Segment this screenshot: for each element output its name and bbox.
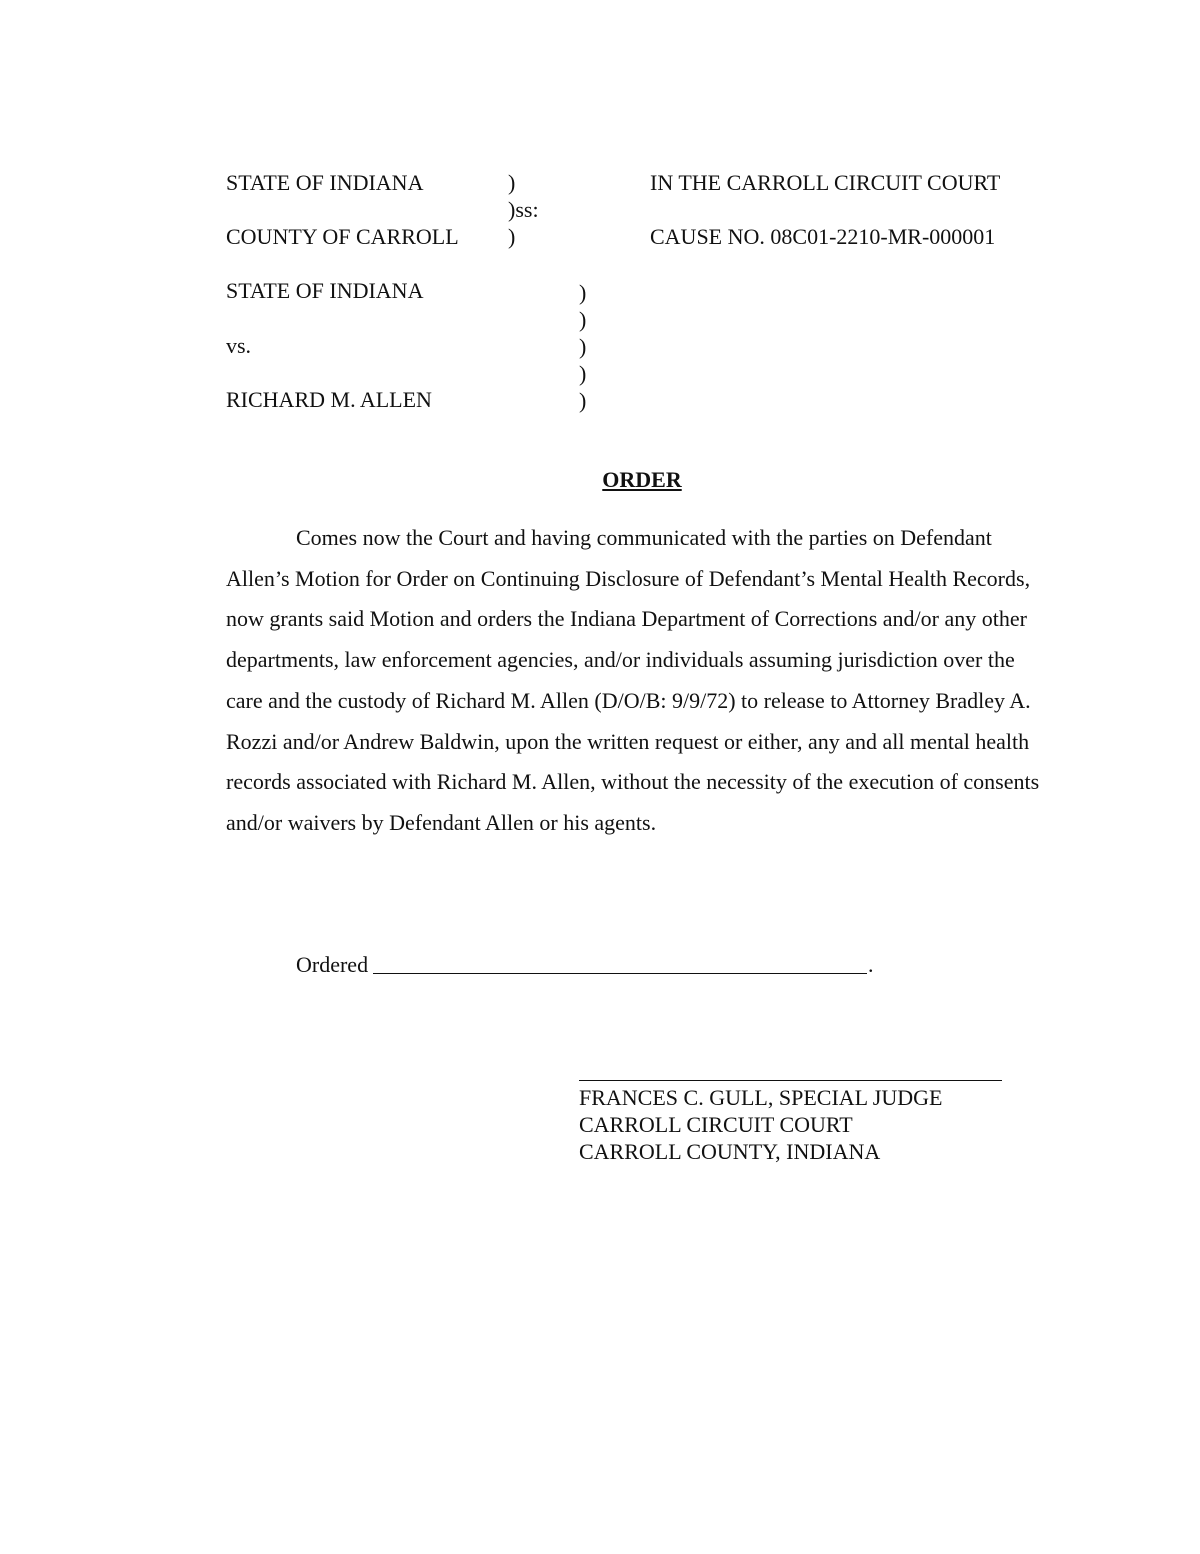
party-bracket: ) [579,388,587,413]
cause-number: CAUSE NO. 08C01-2210-MR-000001 [650,224,996,249]
order-title: ORDER [602,467,682,492]
caption-state: STATE OF INDIANA [226,170,424,195]
judge-court: CARROLL CIRCUIT COURT [579,1112,853,1137]
ordered-date-line [373,973,867,974]
caption-paren: ) [508,224,516,249]
caption-ss: )ss: [508,197,539,222]
judge-name: FRANCES C. GULL, SPECIAL JUDGE [579,1085,943,1110]
party-bracket: ) [579,334,587,359]
caption-county: COUNTY OF CARROLL [226,224,459,249]
order-body: Comes now the Court and having communicated with the parties on Defendant Allen’s Motion for Order on Continuing Disclosure of Defendant’s Mental Health Records, now grants said Motion and orders the Indiana Department of Corrections and/or any other departments, law enforcement agencies, and/or individuals assuming jurisdiction over the care and the custody of Richard M. Allen (D/O/B: 9/9/72) to release to Attorney Bradley A. Rozzi and/or Andrew Baldwin, upon the written request or either, any and all mental health records associated with Richard M. Allen, without the necessity of the execution of consents and/or waivers by Defendant Allen or his agents. [226,525,1040,835]
caption-paren: ) [508,170,516,195]
party-bracket: ) [579,280,587,305]
court-name: IN THE CARROLL CIRCUIT COURT [650,170,1001,195]
versus-text: vs. [226,333,252,358]
ordered-period: . [868,952,874,977]
party-bracket: ) [579,361,587,386]
defendant-name: RICHARD M. ALLEN [226,387,432,412]
judge-county: CARROLL COUNTY, INDIANA [579,1139,881,1164]
signature-line [579,1080,1002,1081]
plaintiff-name: STATE OF INDIANA [226,278,424,303]
party-bracket: ) [579,307,587,332]
ordered-label: Ordered [296,952,369,977]
